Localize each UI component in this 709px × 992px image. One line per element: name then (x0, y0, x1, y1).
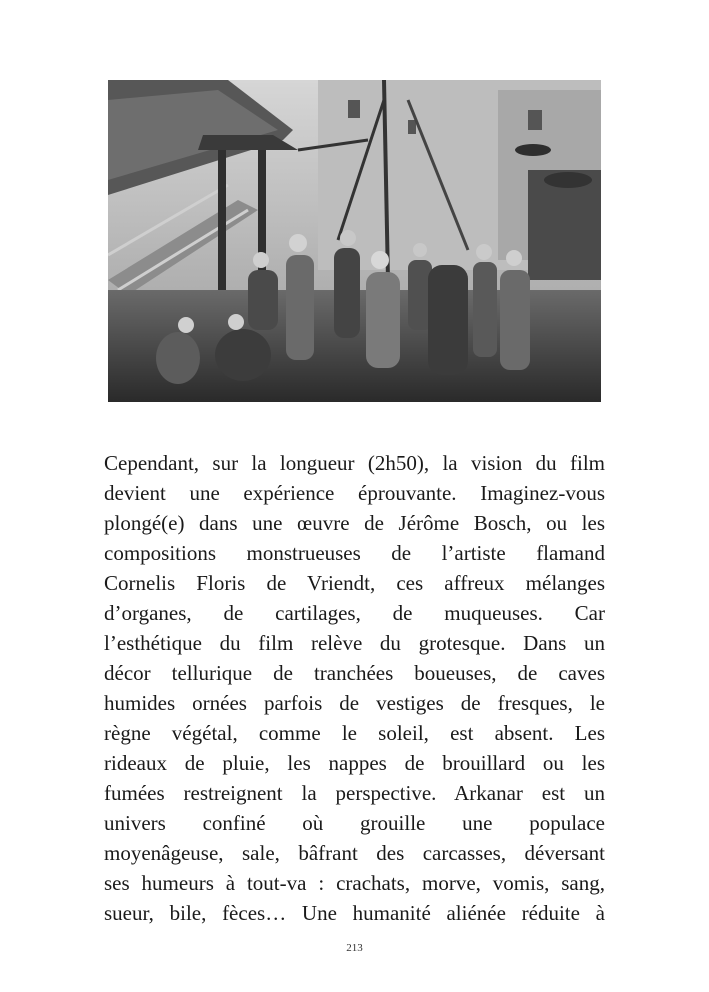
text-line: plongé(e) dans une œuvre de Jérôme Bosch, ou les (104, 511, 605, 535)
text-line: devient une expérience éprouvante. Imaginez-vous (104, 481, 605, 505)
text-line: rideaux de pluie, les nappes de brouillard ou les (104, 751, 605, 775)
text-line: décor tellurique de tranchées boueuses, de caves (104, 661, 605, 685)
film-still-illustration (108, 80, 601, 402)
text-line: compositions monstrueuses de l’artiste flamand (104, 541, 605, 565)
page-number: 213 (346, 942, 363, 954)
body-paragraph (104, 448, 605, 928)
text-line: moyenâgeuse, sale, bâfrant des carcasses, déversant (104, 841, 605, 865)
text-line: l’esthétique du film relève du grotesque. Dans un (104, 631, 605, 655)
text-line: Cependant, sur la longueur (2h50), la vision du film (104, 451, 605, 475)
text-line: sueur, bile, fèces… Une humanité aliénée réduite à (104, 901, 605, 925)
text-line: humides ornées parfois de vestiges de fresques, le (104, 691, 605, 715)
film-still-photo (108, 80, 601, 402)
text-line: Cornelis Floris de Vriendt, ces affreux mélanges (104, 571, 605, 595)
text-line: d’organes, de cartilages, de muqueuses. Car (104, 601, 605, 625)
text-line: règne végétal, comme le soleil, est absent. Les (104, 721, 605, 745)
text-line: fumées restreignent la perspective. Arkanar est un (104, 781, 605, 805)
text-line: ses humeurs à tout-va : crachats, morve, vomis, sang, (104, 871, 605, 895)
text-line: univers confiné où grouille une populace (104, 811, 605, 835)
